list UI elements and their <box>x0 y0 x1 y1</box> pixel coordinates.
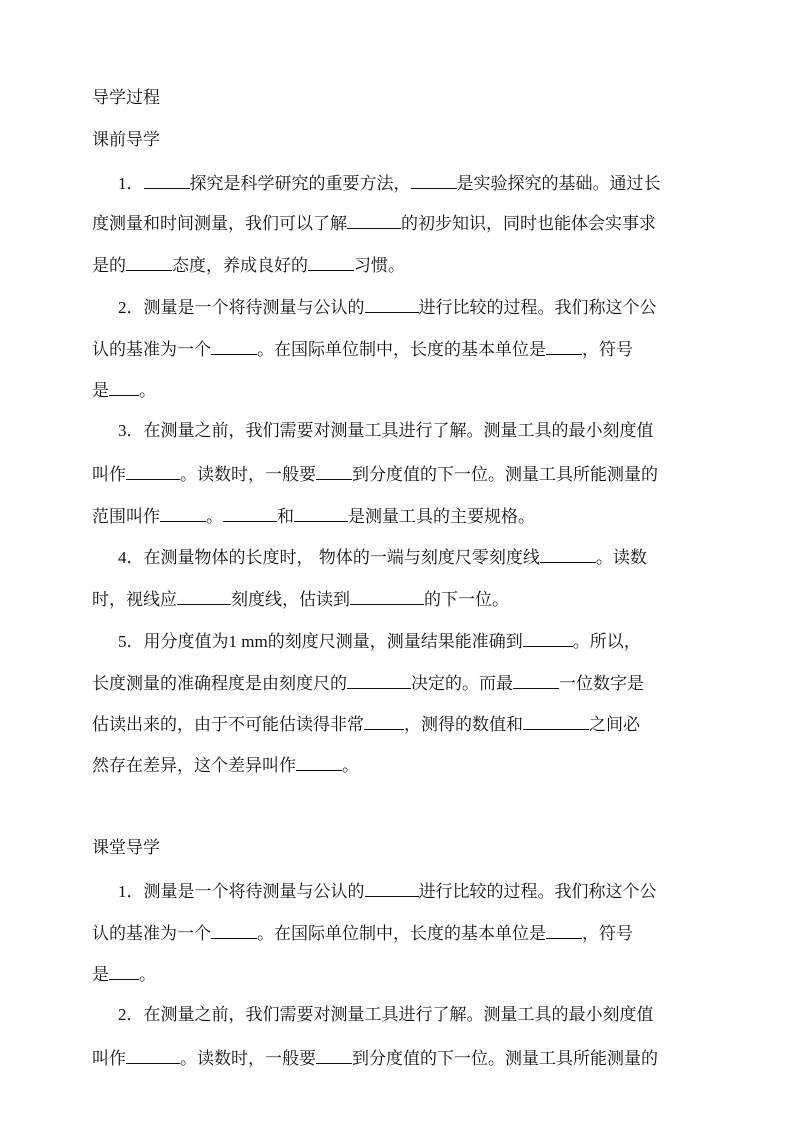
class-q1-blank4 <box>109 961 139 980</box>
class-q1-line2c: ，符号 <box>582 924 633 944</box>
section-title-pre-text: 课前导学 <box>92 130 160 150</box>
pre-q5-blank3 <box>513 670 559 689</box>
pre-q1-blank3 <box>347 210 401 229</box>
pre-q3-line2a: 叫作 <box>92 465 126 485</box>
pre-q2-line3a: 是 <box>92 381 109 401</box>
pre-q2-blank4 <box>109 377 139 396</box>
pre-q1-seg1: 探究是科学研究的重要方法， <box>189 174 411 194</box>
pre-q3-line2b: 。读数时，一般要 <box>180 465 316 485</box>
pre-q1-blank4 <box>126 252 172 271</box>
class-q2-line1 <box>118 1003 654 1027</box>
pre-q2-line3 <box>92 377 156 403</box>
pre-q1-line2 <box>92 210 656 236</box>
pre-q3-line2c: 到分度值的下一位。测量工具所能测量的 <box>352 465 658 485</box>
pre-q5-seg1: 用分度值为 <box>143 632 229 652</box>
class-q2-line2b: 。读数时，一般要 <box>180 1049 316 1069</box>
class-q1-line2b: 。在国际单位制中，长度的基本单位是 <box>257 924 546 944</box>
pre-q1-line2b: 的初步知识，同时也能体会实事求 <box>401 214 656 234</box>
class-q1-line2a: 认的基准为一个 <box>92 924 211 944</box>
class-q1-line3b: 。 <box>139 965 156 985</box>
pre-q1-line3 <box>92 252 405 278</box>
pre-q4-line2c: 的下一位。 <box>424 590 509 610</box>
pre-q5-line2b: 决定的。而最 <box>411 674 513 694</box>
pre-q4-line2b: 刻度线，估读到 <box>231 590 350 610</box>
pre-q1-number: 1． <box>118 174 144 193</box>
pre-q1-blank2 <box>411 170 457 189</box>
pre-q4-line2a: 时，视线应 <box>92 590 177 610</box>
pre-q5-blank4 <box>364 711 404 730</box>
pre-q3-line3a: 范围叫作 <box>92 507 160 527</box>
pre-q5-line4 <box>92 752 359 778</box>
pre-q1-line3a: 是的 <box>92 256 126 276</box>
pre-q1-line1 <box>118 170 661 196</box>
pre-q4-seg1: 在测量物体的长度时， 物体的一端与刻度尺零刻度线 <box>143 548 540 568</box>
pre-q1-blank1 <box>144 170 190 189</box>
pre-q2-blank2 <box>211 336 257 355</box>
pre-q5-unit: 1 mm <box>228 632 268 651</box>
pre-q3-line3d: 是测量工具的主要规格。 <box>348 507 535 527</box>
pre-q2-line2c: ，符号 <box>582 340 633 360</box>
class-q1-seg2: 进行比较的过程。我们称这个公 <box>418 882 657 902</box>
class-q2-blank2 <box>316 1045 352 1064</box>
pre-q5-blank2 <box>347 670 411 689</box>
pre-q2-seg2: 进行比较的过程。我们称这个公 <box>418 298 657 318</box>
pre-q1-line2a: 度测量和时间测量，我们可以了解 <box>92 214 347 234</box>
pre-q2-number: 2． <box>118 298 144 317</box>
pre-q3-line2 <box>92 461 658 487</box>
class-q1-seg1: 测量是一个将待测量与公认的 <box>143 882 365 902</box>
class-q2-seg1: 在测量之前，我们需要对测量工具进行了解。测量工具的最小刻度值 <box>143 1005 654 1025</box>
class-q1-number: 1． <box>118 882 144 901</box>
class-q1-blank3 <box>546 920 582 939</box>
pre-q4-line2 <box>92 586 509 612</box>
pre-q3-number: 3． <box>118 421 144 440</box>
pre-q3-line1 <box>118 419 654 443</box>
pre-q2-line1 <box>118 294 657 320</box>
pre-q1-seg2: 是实验探究的基础。通过长 <box>456 174 661 194</box>
class-q1-line2 <box>92 920 633 946</box>
pre-q4-seg2: 。读数 <box>595 548 647 568</box>
main-heading-text: 导学过程 <box>92 88 160 108</box>
pre-q5-line3 <box>92 711 640 737</box>
pre-q5-blank1 <box>523 628 573 647</box>
pre-q5-seg2: 。所以， <box>572 632 641 652</box>
pre-q5-seg1b: 的刻度尺测量，测量结果能准确到 <box>267 632 523 652</box>
pre-q5-line2 <box>92 670 644 696</box>
pre-q1-line3c: 习惯。 <box>354 256 405 276</box>
pre-q4-number: 4． <box>118 548 144 567</box>
pre-q5-line4b: 。 <box>342 756 359 776</box>
pre-q3-seg1: 在测量之前，我们需要对测量工具进行了解。测量工具的最小刻度值 <box>143 421 654 441</box>
pre-q3-blank2 <box>316 461 352 480</box>
class-q1-line1 <box>118 878 657 904</box>
pre-q1-blank5 <box>308 252 354 271</box>
pre-q5-line1 <box>118 628 641 654</box>
pre-q3-blank1 <box>126 461 180 480</box>
pre-q5-line3c: 之间必 <box>589 715 640 735</box>
class-q1-line3 <box>92 961 156 987</box>
pre-q5-number: 5． <box>118 632 144 651</box>
pre-q3-line3c: 和 <box>277 507 294 527</box>
pre-q3-blank5 <box>294 503 348 522</box>
pre-q2-blank1 <box>365 294 419 313</box>
pre-q5-blank5 <box>523 711 589 730</box>
pre-q5-line2a: 长度测量的准确程度是由刻度尺的 <box>92 674 347 694</box>
pre-q5-line4a: 然存在差异，这个差异叫作 <box>92 756 296 776</box>
pre-q4-blank3 <box>350 586 424 605</box>
pre-q1-line3b: 态度，养成良好的 <box>172 256 308 276</box>
class-q2-line2a: 叫作 <box>92 1049 126 1069</box>
pre-q2-line2b: 。在国际单位制中，长度的基本单位是 <box>257 340 546 360</box>
pre-q2-line2a: 认的基准为一个 <box>92 340 211 360</box>
pre-q5-blank6 <box>296 752 342 771</box>
pre-q2-blank3 <box>546 336 582 355</box>
pre-q4-blank2 <box>177 586 231 605</box>
pre-q3-line3 <box>92 503 535 529</box>
pre-q5-line2c: 一位数字是 <box>559 674 644 694</box>
section-title-class-text: 课堂导学 <box>92 838 160 858</box>
class-q2-blank1 <box>126 1045 180 1064</box>
pre-q5-line3a: 估读出来的，由于不可能估读得非常 <box>92 715 364 735</box>
class-q2-number: 2． <box>118 1005 144 1024</box>
pre-q4-line1 <box>118 544 647 570</box>
pre-q2-line2 <box>92 336 633 362</box>
section-title-class <box>92 836 160 860</box>
class-q1-line3a: 是 <box>92 965 109 985</box>
section-title-pre <box>92 128 160 152</box>
pre-q2-line3b: 。 <box>139 381 156 401</box>
pre-q3-line3b: 。 <box>206 507 223 527</box>
class-q2-line2c: 到分度值的下一位。测量工具所能测量的 <box>352 1049 658 1069</box>
class-q1-blank2 <box>211 920 257 939</box>
pre-q2-seg1: 测量是一个将待测量与公认的 <box>143 298 365 318</box>
main-heading <box>92 86 160 110</box>
class-q2-line2 <box>92 1045 658 1071</box>
pre-q5-line3b: ，测得的数值和 <box>404 715 523 735</box>
pre-q4-blank1 <box>540 544 596 563</box>
class-q1-blank1 <box>365 878 419 897</box>
pre-q3-blank4 <box>223 503 277 522</box>
pre-q3-blank3 <box>160 503 206 522</box>
